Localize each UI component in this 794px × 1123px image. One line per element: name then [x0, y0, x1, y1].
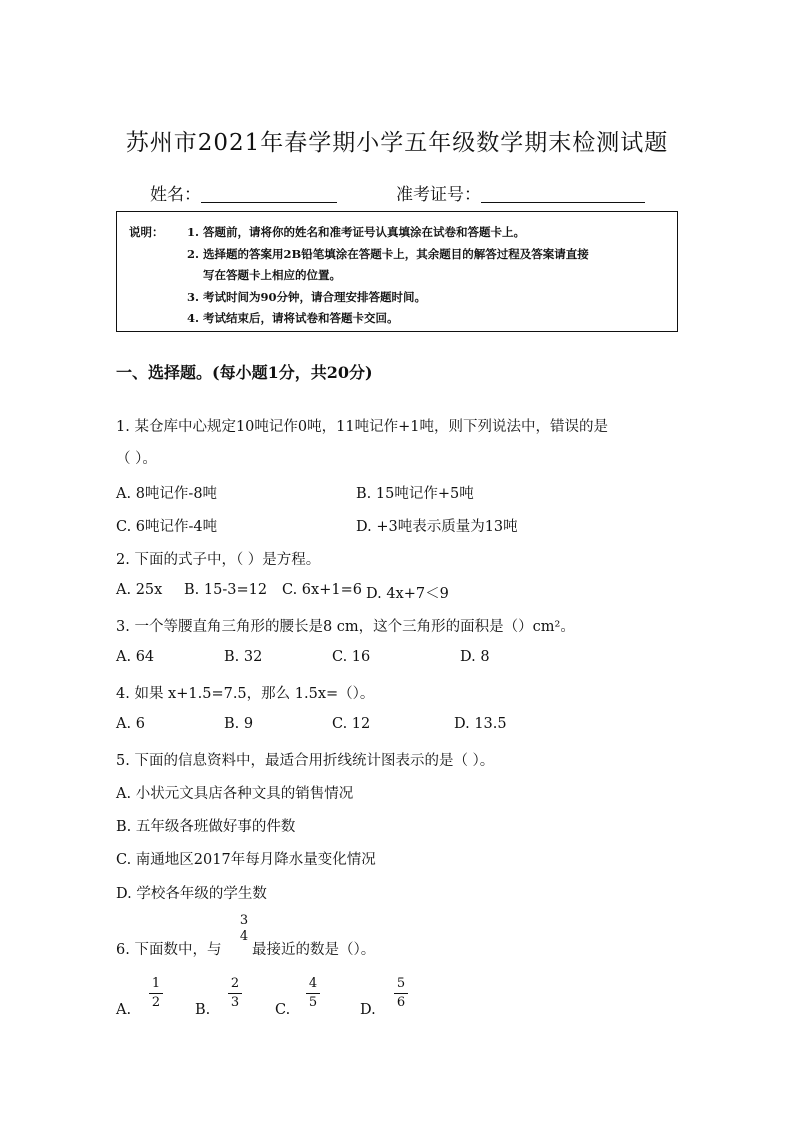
instruction-line: 3. 考试时间为90分钟，请合理安排答题时间。 [187, 290, 427, 304]
question-5-option-c[interactable]: C. 南通地区2017年每月降水量变化情况 [116, 852, 376, 868]
question-6-option-b-fraction[interactable] [228, 976, 242, 1011]
instructions-box [116, 211, 678, 332]
question-2-option-c[interactable]: C. 6x+1=6 [282, 582, 362, 598]
question-6-target-fraction [237, 913, 251, 945]
name-blank[interactable] [201, 184, 337, 203]
section-heading: 一、选择题。(每小题1分，共20分) [116, 363, 373, 382]
fraction-numerator: 1 [151, 976, 161, 991]
question-2-option-d[interactable]: D. 4x+7＜9 [366, 586, 449, 602]
question-3-option-c[interactable]: C. 16 [332, 649, 371, 665]
question-6-option-a-label[interactable]: A. [116, 1002, 132, 1018]
question-6-option-b-label[interactable]: B. [195, 1002, 211, 1018]
question-3-stem: 3. 一个等腰直角三角形的腰长是8 cm，这个三角形的面积是（）cm²。 [116, 619, 575, 635]
question-2-stem: 2. 下面的式子中，（ ）是方程。 [116, 552, 321, 568]
question-1-option-b[interactable]: B. 15吨记作+5吨 [356, 486, 474, 502]
exam-number-label: 准考证号： [396, 185, 481, 205]
question-6-option-c-label[interactable]: C. [275, 1002, 291, 1018]
question-4-option-b[interactable]: B. 9 [224, 716, 254, 732]
question-1-option-a[interactable]: A. 8吨记作-8吨 [116, 486, 218, 502]
question-4-option-d[interactable]: D. 13.5 [454, 716, 507, 732]
question-3-option-a[interactable]: A. 64 [116, 649, 155, 665]
fraction-denominator: 2 [151, 995, 161, 1010]
question-1-stem: 1. 某仓库中心规定10吨记作0吨，11吨记作+1吨，则下列说法中，错误的是 [116, 419, 608, 435]
question-1-stem-cont: （ ）。 [116, 451, 157, 467]
question-1-option-c[interactable]: C. 6吨记作-4吨 [116, 519, 218, 535]
fraction-numerator: 5 [396, 976, 406, 991]
question-4-option-c[interactable]: C. 12 [332, 716, 371, 732]
fraction-denominator: 3 [230, 995, 240, 1010]
instruction-line: 2. 选择题的答案用2B铅笔填涂在答题卡上，其余题目的解答过程及答案请直接 [187, 247, 589, 261]
question-5-stem: 5. 下面的信息资料中，最适合用折线统计图表示的是（ ）。 [116, 753, 495, 769]
question-4-option-a[interactable]: A. 6 [116, 716, 145, 732]
question-5-option-d[interactable]: D. 学校各年级的学生数 [116, 886, 267, 902]
question-2-option-a[interactable]: A. 25x [116, 582, 163, 598]
question-6-option-a-fraction[interactable] [149, 976, 163, 1011]
question-6-option-d-label[interactable]: D. [360, 1002, 376, 1018]
question-5-option-a[interactable]: A. 小状元文具店各种文具的销售情况 [116, 786, 354, 802]
fraction-denominator: 6 [396, 995, 406, 1010]
name-label: 姓名： [150, 185, 201, 205]
question-4-stem: 4. 如果 x+1.5=7.5，那么 1.5x=（）。 [116, 686, 375, 702]
name-field[interactable] [150, 180, 337, 205]
question-2-option-b[interactable]: B. 15-3=12 [184, 582, 268, 598]
fraction-denominator: 5 [308, 995, 318, 1010]
instructions-label: 说明： [129, 225, 164, 239]
question-6-option-c-fraction[interactable] [306, 976, 320, 1011]
instruction-line: 1. 答题前，请将你的姓名和准考证号认真填涂在试卷和答题卡上。 [187, 225, 526, 239]
question-6-stem-after: 最接近的数是（）。 [252, 942, 376, 958]
fraction-numerator: 4 [308, 976, 318, 991]
exam-title: 苏州市2021年春学期小学五年级数学期末检测试题 [125, 130, 669, 156]
fraction-numerator: 3 [239, 913, 249, 928]
question-1-option-d[interactable]: D. +3吨表示质量为13吨 [356, 519, 518, 535]
question-3-option-b[interactable]: B. 32 [224, 649, 263, 665]
question-3-option-d[interactable]: D. 8 [460, 649, 490, 665]
exam-number-field[interactable] [396, 180, 645, 205]
question-6-option-d-fraction[interactable] [394, 976, 408, 1011]
question-6-stem-before: 6. 下面数中，与 [116, 942, 222, 958]
fraction-denominator: 4 [239, 929, 249, 944]
exam-number-blank[interactable] [481, 184, 645, 203]
question-5-option-b[interactable]: B. 五年级各班做好事的件数 [116, 819, 296, 835]
instruction-line: 4. 考试结束后，请将试卷和答题卡交回。 [187, 311, 399, 325]
fraction-numerator: 2 [230, 976, 240, 991]
instruction-line: 写在答题卡上相应的位置。 [203, 268, 341, 282]
